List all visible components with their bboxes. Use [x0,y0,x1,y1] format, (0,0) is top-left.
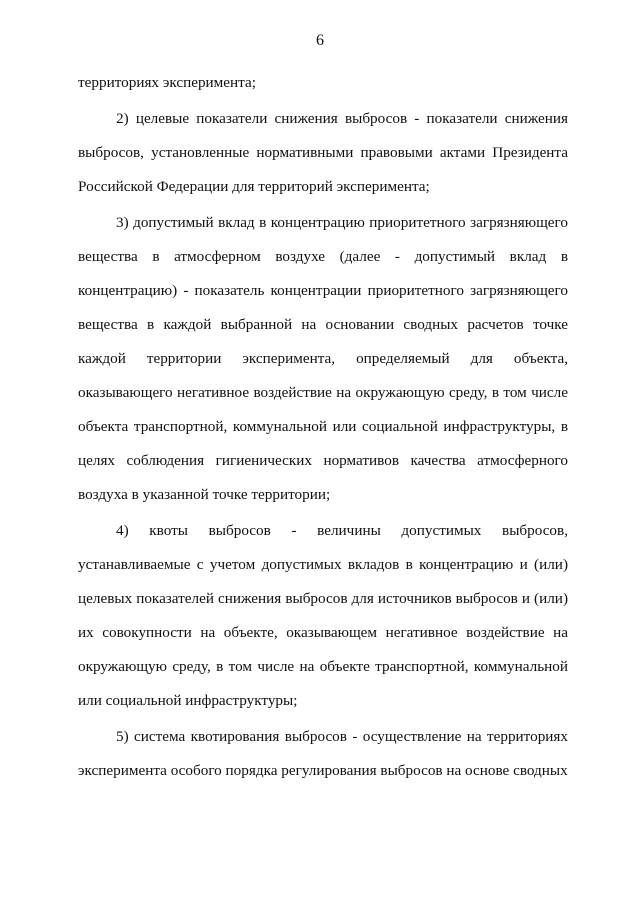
paragraph-item-2: 2) целевые показатели снижения выбросов - показатели снижения выбросов, установленные нормативными правовыми актами Президента Российской Федерации для территорий эксперимента; [78,110,568,195]
paragraph-item-4: 4) квоты выбросов - величины допустимых выбросов, устанавливаемые с учетом допустимых вкладов в концентрацию и (или) целевых показателей снижения выбросов для источников выбросов и (или) их совокупности на объекте, оказывающем негативное воздействие на окружающую среду, в том числе на объекте транспортной, коммунальной или социальной инфраструктуры; [78,522,568,709]
paragraph-continuation: территориях эксперимента; [78,74,256,91]
paragraph-item-3: 3) допустимый вклад в концентрацию приоритетного загрязняющего вещества в атмосферном воздухе (далее - допустимый вклад в концентрацию) - показатель концентрации приоритетного загрязняющего вещества в каждой выбранной на основании сводных расчетов точке каждой территории эксперимента, определяемый для объекта, оказывающего негативное воздействие на окружающую среду, в том числе объекта транспортной, коммунальной или социальной инфраструктуры, в целях соблюдения гигиенических нормативов качества атмосферного воздуха в указанной точке территории; [78,214,568,503]
paragraph-item-5: 5) система квотирования выбросов - осуществление на территориях эксперимента особого порядка регулирования выбросов на основе сводных [78,728,568,779]
document-body [78,66,568,790]
page-number: 6 [316,32,324,49]
